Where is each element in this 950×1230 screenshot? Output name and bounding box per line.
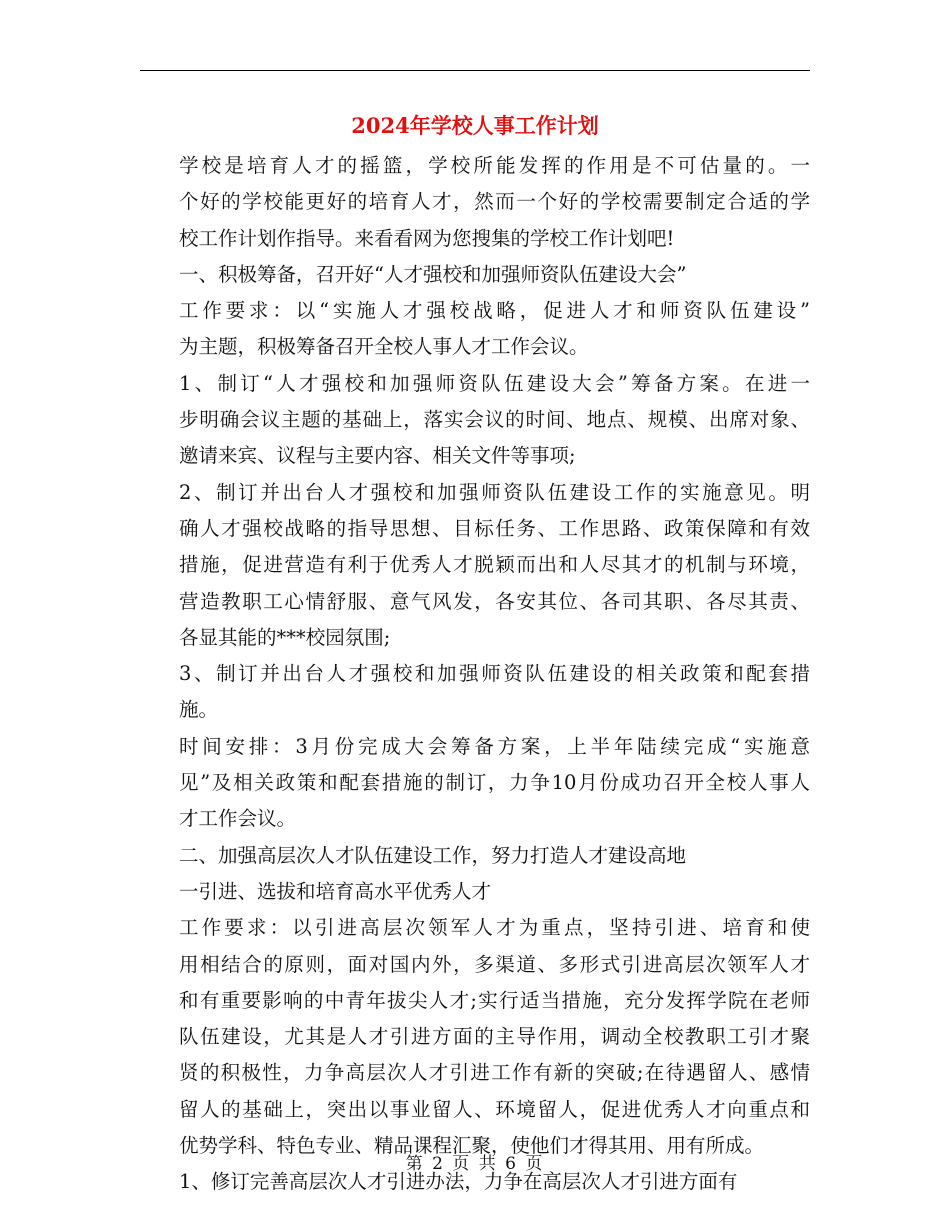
paragraph-line: 队伍建设，尤其是人才引进方面的主导作用，调动全校教职工引才聚 — [179, 1025, 810, 1049]
page-indicator: 第 2 页 共 6 页 — [405, 1154, 545, 1174]
paragraph-line: 营造教职工心情舒服、意气风发，各安其位、各司其职、各尽其责、 — [179, 589, 810, 613]
paragraph-line: 1、修订完善高层次人才引进办法，力争在高层次人才引进方面有 — [179, 1170, 738, 1194]
paragraph — [140, 148, 810, 257]
paragraph-line: 施。 — [179, 698, 219, 722]
paragraph — [140, 838, 810, 874]
paragraph-line: 见”及相关政策和配套措施的制订，力争10月份成功召开全校人事人 — [179, 771, 810, 795]
paragraph-line: 才工作会议。 — [179, 807, 297, 831]
paragraph-line: 3、制订并出台人才强校和加强师资队伍建设的相关政策和配套措 — [179, 662, 810, 686]
paragraph — [140, 475, 810, 656]
paragraph — [140, 257, 810, 293]
header-rule — [140, 70, 810, 71]
paragraph-line: 措施，促进营造有利于优秀人才脱颖而出和人尽其才的机制与环境， — [179, 553, 810, 577]
paragraph-line: 时间安排：3月份完成大会筹备方案，上半年陆续完成“实施意 — [179, 734, 810, 758]
paragraph — [140, 729, 810, 838]
paragraph-line: 学校是培育人才的摇篮，学校所能发挥的作用是不可估量的。一 — [179, 154, 810, 177]
paragraph-line: 为主题，积极筹备召开全校人事人才工作会议。 — [179, 335, 589, 359]
paragraph — [140, 293, 810, 366]
paragraph-line: 二、加强高层次人才队伍建设工作，努力打造人才建设高地 — [179, 843, 687, 867]
document-title: 2024年学校人事工作计划 — [351, 113, 599, 138]
paragraph-line: 确人才强校战略的指导思想、目标任务、工作思路、政策保障和有效 — [179, 516, 810, 540]
document-body — [140, 148, 810, 1201]
paragraph-line: 留人的基础上，突出以事业留人、环境留人，促进优秀人才向重点和 — [179, 1097, 810, 1121]
paragraph-line: 用相结合的原则，面对国内外，多渠道、多形式引进高层次领军人才 — [179, 952, 810, 976]
paragraph-line: 贤的积极性，力争高层次人才引进工作有新的突破;在待遇留人、感情 — [179, 1061, 810, 1085]
paragraph-line: 一、积极筹备，召开好“人才强校和加强师资队伍建设大会” — [179, 262, 687, 286]
paragraph-line: 1、制订“人才强校和加强师资队伍建设大会”筹备方案。在进一 — [179, 371, 810, 395]
paragraph-line: 个好的学校能更好的培育人才，然而一个好的学校需要制定合适的学 — [179, 190, 810, 214]
paragraph-line: 步明确会议主题的基础上，落实会议的时间、地点、规模、出席对象、 — [179, 408, 810, 432]
paragraph — [140, 874, 810, 910]
paragraph-line: 校工作计划作指导。来看看网为您搜集的学校工作计划吧! — [179, 226, 675, 250]
paragraph-line: 2、制订并出台人才强校和加强师资队伍建设工作的实施意见。明 — [179, 480, 810, 504]
paragraph — [140, 910, 810, 1164]
paragraph-line: 一引进、选拔和培育高水平优秀人才 — [179, 879, 492, 903]
paragraph-line: 邀请来宾、议程与主要内容、相关文件等事项; — [179, 444, 576, 468]
paragraph-line: 和有重要影响的中青年拔尖人才;实行适当措施，充分发挥学院在老师 — [179, 988, 810, 1012]
paragraph-line: 工作要求：以引进高层次领军人才为重点，坚持引进、培育和使 — [179, 916, 810, 940]
paragraph — [140, 656, 810, 729]
paragraph-line: 优势学科、特色专业、精品课程汇聚，使他们才得其用、用有所成。 — [179, 1134, 765, 1158]
paragraph — [140, 366, 810, 475]
paragraph-line: 各显其能的***校园氛围; — [179, 625, 391, 649]
paragraph-line: 工作要求：以“实施人才强校战略，促进人才和师资队伍建设” — [179, 299, 810, 323]
